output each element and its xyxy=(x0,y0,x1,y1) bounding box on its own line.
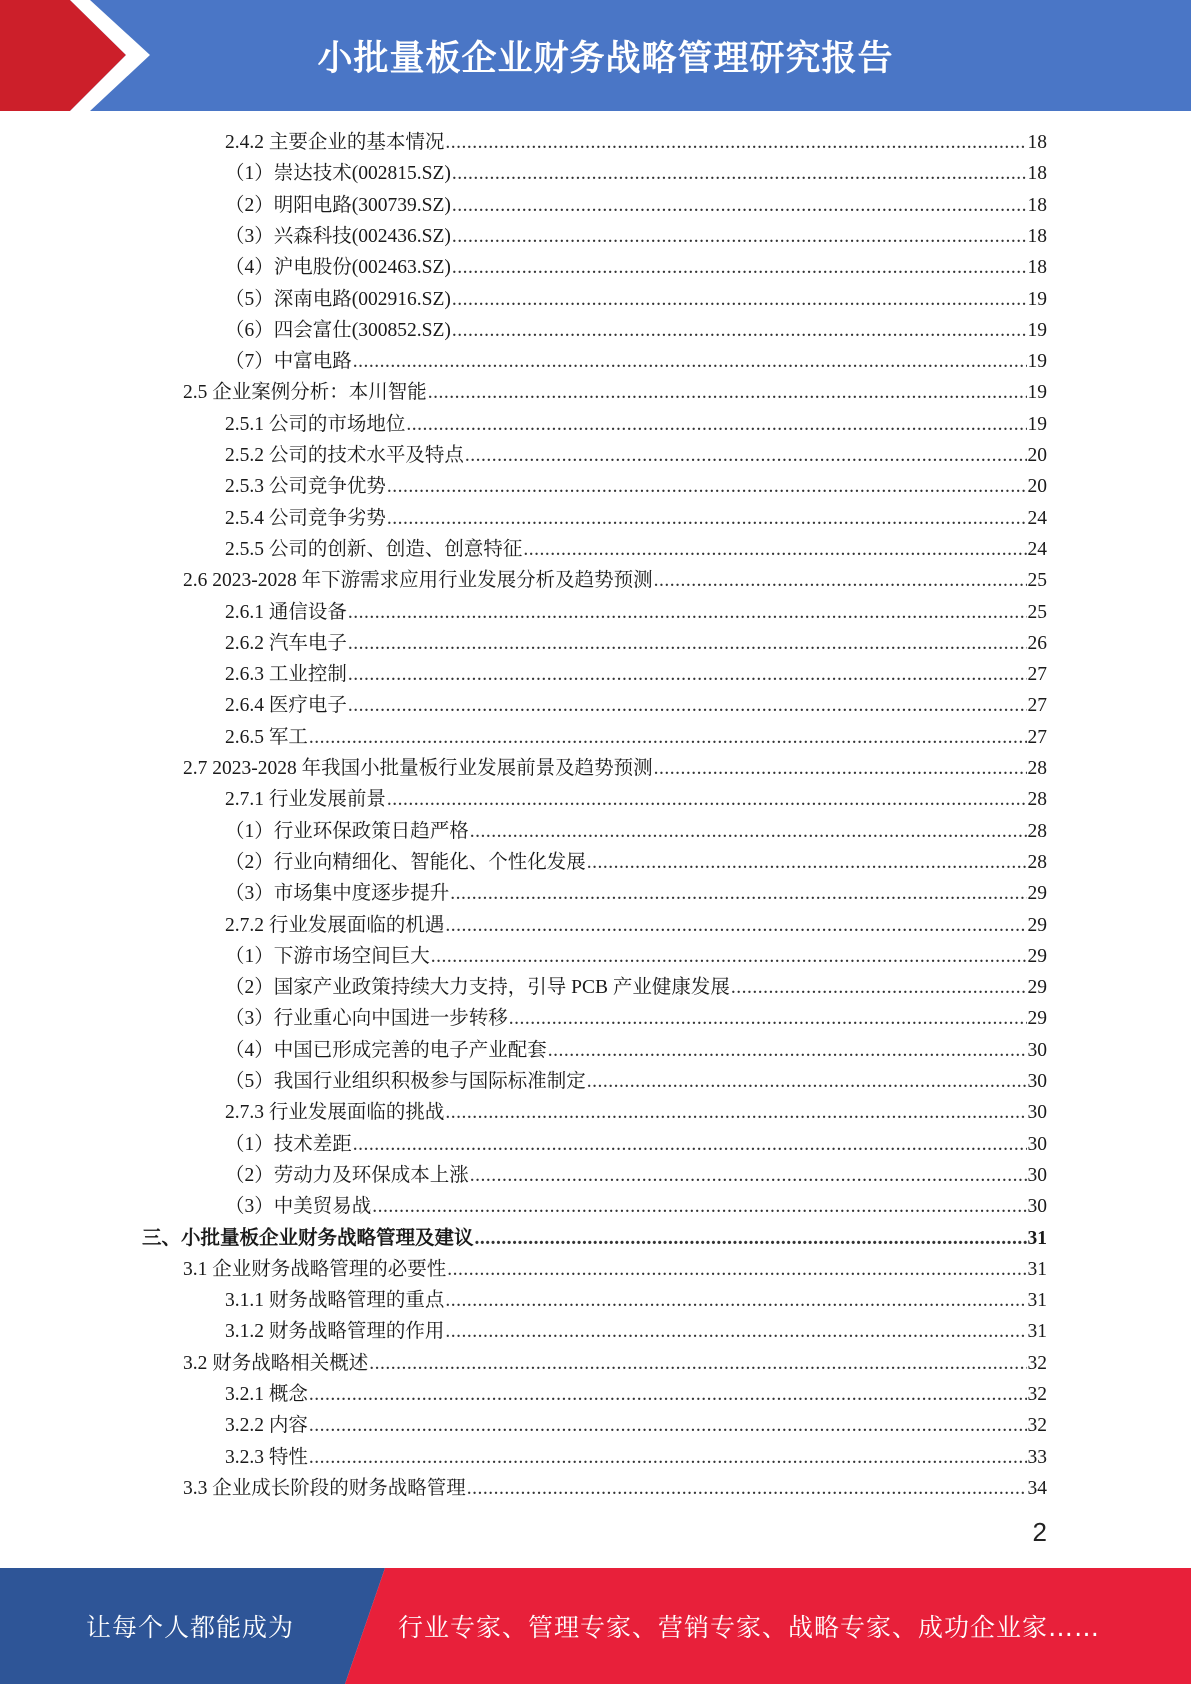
toc-entry-page: 30 xyxy=(1027,1071,1047,1092)
toc-entry-label: 三、小批量板企业财务战略管理及建议 xyxy=(142,1228,474,1249)
toc-entry[interactable] xyxy=(225,1160,1047,1191)
toc-entry-label: （3）市场集中度逐步提升 xyxy=(225,883,450,904)
toc-entry-label: 2.5.1 公司的市场地位 xyxy=(225,414,406,435)
toc-entry[interactable] xyxy=(183,1348,1047,1379)
toc-entry[interactable] xyxy=(225,1379,1047,1410)
toc-leader-dots xyxy=(353,1129,1027,1160)
toc-leader-dots xyxy=(428,377,1027,408)
toc-leader-dots xyxy=(452,221,1027,252)
toc-leader-dots xyxy=(445,910,1026,941)
toc-leader-dots xyxy=(450,878,1026,909)
toc-entry-page: 19 xyxy=(1027,382,1047,403)
toc-leader-dots xyxy=(447,1254,1026,1285)
toc-entry-label: 3.2.2 内容 xyxy=(225,1415,308,1436)
toc-entry-label: 2.5 企业案例分析：本川智能 xyxy=(183,382,427,403)
toc-entry-label: 2.7.3 行业发展面临的挑战 xyxy=(225,1102,445,1123)
toc-entry-page: 28 xyxy=(1027,789,1047,810)
toc-leader-dots xyxy=(431,941,1027,972)
toc-entry-page: 30 xyxy=(1027,1165,1047,1186)
toc-leader-dots xyxy=(452,315,1027,346)
toc-entry-page: 31 xyxy=(1027,1228,1047,1249)
toc-entry[interactable] xyxy=(225,878,1047,909)
toc-leader-dots xyxy=(445,1316,1026,1347)
toc-entry-page: 28 xyxy=(1027,758,1047,779)
toc-entry-label: （5）深南电路(002916.SZ) xyxy=(225,289,451,310)
toc-entry-page: 30 xyxy=(1027,1196,1047,1217)
toc-entry-label: 2.6.5 军工 xyxy=(225,727,308,748)
toc-entry[interactable] xyxy=(225,1410,1047,1441)
toc-entry[interactable] xyxy=(225,1035,1047,1066)
toc-entry-page: 18 xyxy=(1027,132,1047,153)
toc-entry-label: （5）我国行业组织积极参与国际标准制定 xyxy=(225,1071,586,1092)
toc-entry-label: 3.1 企业财务战略管理的必要性 xyxy=(183,1259,447,1280)
toc-entry-label: 2.6 2023-2028 年下游需求应用行业发展分析及趋势预测 xyxy=(183,570,653,591)
toc-leader-dots xyxy=(509,1003,1027,1034)
toc-entry-page: 27 xyxy=(1027,727,1047,748)
toc-entry[interactable] xyxy=(225,659,1047,690)
toc-leader-dots xyxy=(406,409,1026,440)
toc-entry-label: 2.5.5 公司的创新、创造、创意特征 xyxy=(225,539,523,560)
toc-entry-page: 30 xyxy=(1027,1102,1047,1123)
toc-entry-page: 29 xyxy=(1027,915,1047,936)
toc-entry-label: 3.2 财务战略相关概述 xyxy=(183,1353,369,1374)
toc-entry-page: 30 xyxy=(1027,1040,1047,1061)
toc-entry-page: 28 xyxy=(1027,852,1047,873)
toc-entry-page: 25 xyxy=(1027,602,1047,623)
footer-slogan-left: 让每个人都能成为 xyxy=(85,1613,294,1642)
toc-leader-dots xyxy=(654,753,1027,784)
toc-entry-page: 27 xyxy=(1027,695,1047,716)
toc-entry-page: 31 xyxy=(1027,1290,1047,1311)
toc-entry[interactable] xyxy=(183,565,1047,596)
toc-leader-dots xyxy=(353,346,1027,377)
toc-entry-page: 18 xyxy=(1027,163,1047,184)
toc-entry-page: 25 xyxy=(1027,570,1047,591)
toc-entry-page: 30 xyxy=(1027,1134,1047,1155)
toc-entry[interactable] xyxy=(225,690,1047,721)
toc-leader-dots xyxy=(387,784,1027,815)
toc-entry-page: 29 xyxy=(1027,883,1047,904)
toc-entry[interactable] xyxy=(225,1129,1047,1160)
toc-entry-label: （1）行业环保政策日趋严格 xyxy=(225,821,469,842)
toc-entry-page: 26 xyxy=(1027,633,1047,654)
toc-entry-label: （2）行业向精细化、智能化、个性化发展 xyxy=(225,852,586,873)
toc-entry[interactable] xyxy=(225,1442,1047,1473)
toc-entry-page: 28 xyxy=(1027,821,1047,842)
toc-entry-label: （3）兴森科技(002436.SZ) xyxy=(225,226,451,247)
toc-entry-page: 32 xyxy=(1027,1384,1047,1405)
toc-leader-dots xyxy=(452,158,1027,189)
toc-entry-label: 2.7.2 行业发展面临的机遇 xyxy=(225,915,445,936)
toc-entry[interactable] xyxy=(225,471,1047,502)
page-number: 2 xyxy=(1032,1517,1047,1547)
toc-leader-dots xyxy=(470,816,1027,847)
toc-entry-page: 19 xyxy=(1027,289,1047,310)
toc-leader-dots xyxy=(309,1442,1027,1473)
toc-entry-page: 32 xyxy=(1027,1353,1047,1374)
toc-entry[interactable] xyxy=(225,190,1047,221)
toc-entry-page: 24 xyxy=(1027,508,1047,529)
toc-entry-page: 31 xyxy=(1027,1259,1047,1280)
toc-entry-label: 2.4.2 主要企业的基本情况 xyxy=(225,132,445,153)
toc-leader-dots xyxy=(309,722,1027,753)
toc-entry-page: 20 xyxy=(1027,445,1047,466)
toc-leader-dots xyxy=(475,1223,1027,1254)
toc-entry-label: 2.5.2 公司的技术水平及特点 xyxy=(225,445,464,466)
toc-entry-label: 2.6.4 医疗电子 xyxy=(225,695,347,716)
toc-entry-label: 2.6.2 汽车电子 xyxy=(225,633,347,654)
toc-entry-page: 29 xyxy=(1027,977,1047,998)
toc-leader-dots xyxy=(372,1191,1026,1222)
toc-entry[interactable] xyxy=(225,158,1047,189)
toc-leader-dots xyxy=(445,1097,1026,1128)
toc-entry[interactable] xyxy=(225,503,1047,534)
toc-entry-label: （2）明阳电路(300739.SZ) xyxy=(225,195,451,216)
toc-entry-label: （1）崇达技术(002815.SZ) xyxy=(225,163,451,184)
toc-entry[interactable] xyxy=(225,1097,1047,1128)
toc-entry-label: 2.6.1 通信设备 xyxy=(225,602,347,623)
toc-entry[interactable] xyxy=(225,346,1047,377)
toc-leader-dots xyxy=(523,534,1026,565)
toc-entry[interactable] xyxy=(225,1003,1047,1034)
toc-leader-dots xyxy=(348,597,1027,628)
toc-entry-page: 19 xyxy=(1027,351,1047,372)
toc-entry-page: 19 xyxy=(1027,320,1047,341)
toc-entry[interactable] xyxy=(225,127,1047,158)
toc-entry[interactable] xyxy=(225,534,1047,565)
toc-entry[interactable] xyxy=(183,1254,1047,1285)
toc-entry[interactable] xyxy=(225,847,1047,878)
toc-entry-label: 2.6.3 工业控制 xyxy=(225,664,347,685)
toc-entry[interactable] xyxy=(183,377,1047,408)
toc-leader-dots xyxy=(452,190,1027,221)
toc-entry[interactable] xyxy=(183,1473,1047,1504)
toc-entry-label: 2.5.3 公司竞争优势 xyxy=(225,476,386,497)
toc-leader-dots xyxy=(348,659,1027,690)
toc-entry-label: 3.1.1 财务战略管理的重点 xyxy=(225,1290,445,1311)
toc-entry-page: 18 xyxy=(1027,195,1047,216)
toc-leader-dots xyxy=(452,284,1027,315)
toc-entry-label: （3）中美贸易战 xyxy=(225,1196,372,1217)
toc-entry-label: （3）行业重心向中国进一步转移 xyxy=(225,1008,508,1029)
toc-entry[interactable] xyxy=(225,722,1047,753)
toc-entry-label: 3.1.2 财务战略管理的作用 xyxy=(225,1321,445,1342)
toc-entry[interactable] xyxy=(225,910,1047,941)
toc-entry-page: 18 xyxy=(1027,257,1047,278)
toc-entry-label: 2.7.1 行业发展前景 xyxy=(225,789,386,810)
toc-entry-label: （7）中富电路 xyxy=(225,351,352,372)
toc-entry-label: （2）劳动力及环保成本上涨 xyxy=(225,1165,469,1186)
toc-entry[interactable] xyxy=(225,816,1047,847)
toc-entry[interactable] xyxy=(225,221,1047,252)
toc-entry[interactable] xyxy=(225,315,1047,346)
report-title: 小批量板企业财务战略管理研究报告 xyxy=(317,38,894,79)
toc-leader-dots xyxy=(470,1160,1027,1191)
toc-entry[interactable] xyxy=(225,597,1047,628)
toc-entry-page: 27 xyxy=(1027,664,1047,685)
toc-leader-dots xyxy=(387,471,1027,502)
toc-entry-page: 20 xyxy=(1027,476,1047,497)
toc-entry-label: 2.5.4 公司竞争劣势 xyxy=(225,508,386,529)
toc-entry[interactable] xyxy=(142,1223,1047,1254)
toc-leader-dots xyxy=(309,1410,1027,1441)
toc-leader-dots xyxy=(587,847,1027,878)
toc-leader-dots xyxy=(309,1379,1027,1410)
toc-entry[interactable] xyxy=(225,941,1047,972)
toc-entry-label: （1）技术差距 xyxy=(225,1134,352,1155)
toc-entry[interactable] xyxy=(225,628,1047,659)
toc-entry-label: 3.2.3 特性 xyxy=(225,1447,308,1468)
toc-leader-dots xyxy=(369,1348,1026,1379)
toc-entry-label: （4）中国已形成完善的电子产业配套 xyxy=(225,1040,547,1061)
footer-slogan-right: 行业专家、管理专家、营销专家、战略专家、成功企业家…… xyxy=(398,1613,1101,1642)
toc-entry-label: 3.3 企业成长阶段的财务战略管理 xyxy=(183,1478,466,1499)
toc-entry-label: （4）沪电股份(002463.SZ) xyxy=(225,257,451,278)
toc-entry-page: 24 xyxy=(1027,539,1047,560)
toc-entry[interactable] xyxy=(225,440,1047,471)
toc-leader-dots xyxy=(587,1066,1027,1097)
toc-entry-label: 2.7 2023-2028 年我国小批量板行业发展前景及趋势预测 xyxy=(183,758,653,779)
toc-entry[interactable] xyxy=(225,284,1047,315)
toc-leader-dots xyxy=(348,628,1027,659)
toc-leader-dots xyxy=(452,252,1027,283)
toc-entry[interactable] xyxy=(225,1316,1047,1347)
toc-leader-dots xyxy=(445,127,1026,158)
toc-leader-dots xyxy=(731,972,1027,1003)
toc-entry[interactable] xyxy=(225,1066,1047,1097)
toc-entry-page: 29 xyxy=(1027,946,1047,967)
toc-leader-dots xyxy=(445,1285,1026,1316)
toc-entry-label: （6）四会富仕(300852.SZ) xyxy=(225,320,451,341)
toc-leader-dots xyxy=(465,440,1027,471)
page-header xyxy=(0,0,1191,111)
toc-entry[interactable] xyxy=(225,409,1047,440)
toc-entry-label: （1）下游市场空间巨大 xyxy=(225,946,430,967)
toc-leader-dots xyxy=(654,565,1027,596)
toc-entry-page: 29 xyxy=(1027,1008,1047,1029)
toc-entry-label: （2）国家产业政策持续大力支持，引导 PCB 产业健康发展 xyxy=(225,977,730,998)
toc-entry[interactable] xyxy=(183,753,1047,784)
toc-entry-page: 31 xyxy=(1027,1321,1047,1342)
toc-entry[interactable] xyxy=(225,1191,1047,1222)
toc-entry[interactable] xyxy=(225,252,1047,283)
toc-entry-page: 19 xyxy=(1027,414,1047,435)
toc-entry-page: 34 xyxy=(1027,1478,1047,1499)
toc-entry-label: 3.2.1 概念 xyxy=(225,1384,308,1405)
toc-entry[interactable] xyxy=(225,784,1047,815)
toc-entry[interactable] xyxy=(225,1285,1047,1316)
toc-leader-dots xyxy=(467,1473,1027,1504)
toc-leader-dots xyxy=(387,503,1027,534)
page-footer xyxy=(0,1568,1191,1684)
toc-entry-page: 33 xyxy=(1027,1447,1047,1468)
toc-leader-dots xyxy=(548,1035,1027,1066)
toc-leader-dots xyxy=(348,690,1027,721)
toc-entry[interactable] xyxy=(225,972,1047,1003)
toc-entry-page: 32 xyxy=(1027,1415,1047,1436)
toc-entry-page: 18 xyxy=(1027,226,1047,247)
